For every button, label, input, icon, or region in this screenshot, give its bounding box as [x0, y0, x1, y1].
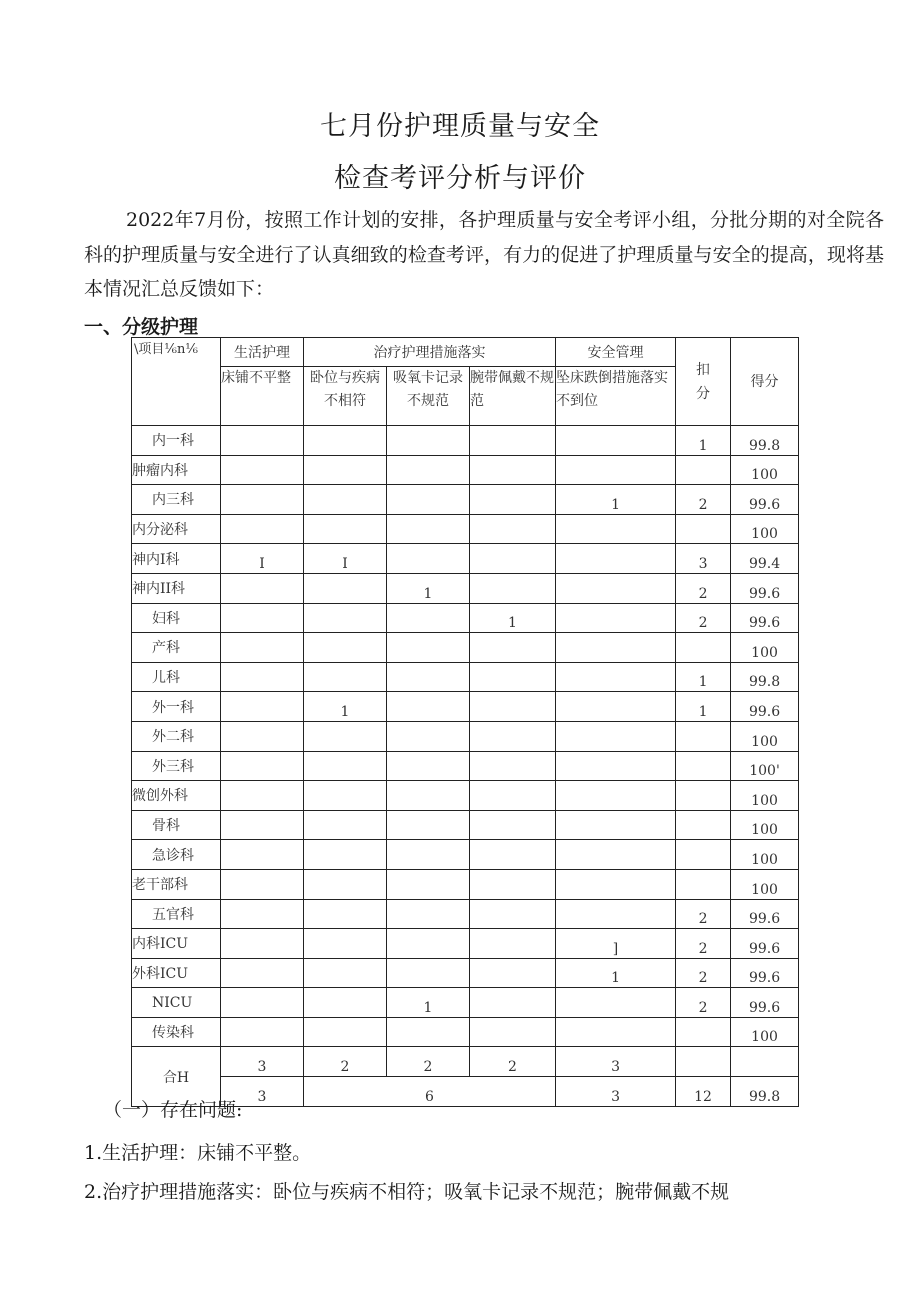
score-cell: 100' — [731, 751, 799, 781]
score-cell: 99.6 — [731, 958, 799, 988]
table-row — [132, 633, 799, 663]
deduct-cell: 2 — [676, 485, 731, 515]
wristband-cell — [470, 899, 556, 929]
sum-empty-cell — [676, 1047, 731, 1077]
document-title-line1: 七月份护理质量与安全 — [320, 111, 600, 142]
table-row — [132, 573, 799, 603]
dept-name-cell: 微创外科 — [132, 781, 221, 811]
bed-cell — [221, 662, 304, 692]
score-cell: 99.6 — [731, 603, 799, 633]
bed-cell — [221, 692, 304, 722]
fall-cell — [556, 781, 676, 811]
sum-deduct-total-cell: 12 — [676, 1077, 731, 1107]
wristband-cell — [470, 840, 556, 870]
dept-name-cell: 外科ICU — [132, 958, 221, 988]
position-cell — [304, 810, 387, 840]
score-cell: 100 — [731, 840, 799, 870]
position-cell: 1 — [304, 692, 387, 722]
deduct-cell — [676, 840, 731, 870]
oxygen-cell: 1 — [387, 988, 470, 1018]
score-cell: 100 — [731, 869, 799, 899]
header-deduct — [676, 338, 731, 426]
table-row — [132, 692, 799, 722]
bed-cell — [221, 721, 304, 751]
position-cell — [304, 485, 387, 515]
oxygen-cell — [387, 751, 470, 781]
score-cell: 99.6 — [731, 692, 799, 722]
position-cell — [304, 573, 387, 603]
table-row — [132, 899, 799, 929]
dept-name-cell: 妇科 — [132, 603, 221, 633]
sum-empty-cell — [731, 1047, 799, 1077]
oxygen-cell: 1 — [387, 573, 470, 603]
header-life-care: 生活护理 — [221, 338, 304, 367]
section-heading-grading-care: 一、分级护理 — [84, 316, 199, 338]
oxygen-cell — [387, 426, 470, 456]
header-treatment-care: 治疗护理措施落实 — [304, 338, 556, 367]
bed-cell — [221, 455, 304, 485]
bed-cell — [221, 929, 304, 959]
fall-cell — [556, 514, 676, 544]
deduct-cell — [676, 1017, 731, 1047]
oxygen-cell — [387, 958, 470, 988]
sum-score-total-cell: 99.8 — [731, 1077, 799, 1107]
sum-position-cell: 2 — [304, 1047, 387, 1077]
score-cell: 100 — [731, 633, 799, 663]
wristband-cell — [470, 544, 556, 574]
deduct-cell: 1 — [676, 662, 731, 692]
table-row — [132, 840, 799, 870]
deduct-cell: 2 — [676, 573, 731, 603]
wristband-cell — [470, 1017, 556, 1047]
deduct-cell — [676, 721, 731, 751]
bed-cell — [221, 603, 304, 633]
position-cell — [304, 1017, 387, 1047]
header-wristband: 腕带佩戴不规范 — [470, 367, 556, 426]
fall-cell — [556, 603, 676, 633]
position-cell — [304, 662, 387, 692]
table-row — [132, 958, 799, 988]
deduct-cell — [676, 514, 731, 544]
fall-cell — [556, 869, 676, 899]
oxygen-cell — [387, 692, 470, 722]
position-cell — [304, 426, 387, 456]
header-score: 得分 — [731, 338, 799, 426]
wristband-cell — [470, 573, 556, 603]
wristband-cell — [470, 721, 556, 751]
grading-care-table — [131, 337, 799, 1107]
dept-name-cell: 外二科 — [132, 721, 221, 751]
header-fall-prevention: 坠床跌倒措施落实不到位 — [556, 367, 676, 426]
score-cell: 100 — [731, 781, 799, 811]
score-cell: 100 — [731, 810, 799, 840]
bed-cell — [221, 899, 304, 929]
oxygen-cell — [387, 840, 470, 870]
fall-cell: ] — [556, 929, 676, 959]
dept-name-cell: 儿科 — [132, 662, 221, 692]
deduct-cell: 2 — [676, 603, 731, 633]
sum-treatment-total-cell: 6 — [304, 1077, 556, 1107]
deduct-cell: 2 — [676, 899, 731, 929]
dept-name-cell: 老干部科 — [132, 869, 221, 899]
wristband-cell — [470, 692, 556, 722]
issues-heading: （一）存在问题: — [103, 1099, 243, 1121]
oxygen-cell — [387, 721, 470, 751]
wristband-cell — [470, 426, 556, 456]
position-cell — [304, 721, 387, 751]
position-cell — [304, 840, 387, 870]
table-row — [132, 869, 799, 899]
position-cell — [304, 899, 387, 929]
bed-cell — [221, 869, 304, 899]
table-row — [132, 485, 799, 515]
oxygen-cell — [387, 603, 470, 633]
fall-cell — [556, 544, 676, 574]
wristband-cell — [470, 958, 556, 988]
sum-row-items — [132, 1047, 799, 1077]
deduct-cell — [676, 810, 731, 840]
bed-cell — [221, 751, 304, 781]
oxygen-cell — [387, 455, 470, 485]
fall-cell — [556, 988, 676, 1018]
wristband-cell — [470, 751, 556, 781]
dept-name-cell: 神内I科 — [132, 544, 221, 574]
fall-cell — [556, 692, 676, 722]
table-row — [132, 751, 799, 781]
fall-cell — [556, 662, 676, 692]
wristband-cell: 1 — [470, 603, 556, 633]
dept-name-cell: 骨科 — [132, 810, 221, 840]
dept-name-cell: 神内II科 — [132, 573, 221, 603]
sum-wristband-cell: 2 — [470, 1047, 556, 1077]
deduct-cell — [676, 869, 731, 899]
score-cell: 99.8 — [731, 426, 799, 456]
bed-cell: I — [221, 544, 304, 574]
table-row — [132, 810, 799, 840]
score-cell: 99.6 — [731, 485, 799, 515]
dept-name-cell: 内三科 — [132, 485, 221, 515]
bed-cell — [221, 633, 304, 663]
table-row — [132, 514, 799, 544]
fall-cell: 1 — [556, 485, 676, 515]
bed-cell — [221, 514, 304, 544]
intro-paragraph: 2022年7月份，按照工作计划的安排，各护理质量与安全考评小组，分批分期的对全院各科的护理质量与安全进行了认真细致的检查考评，有力的促进了护理质量与安全的提高，现将基本情况汇总反馈如下： — [84, 209, 884, 300]
wristband-cell — [470, 662, 556, 692]
wristband-cell — [470, 810, 556, 840]
wristband-cell — [470, 633, 556, 663]
deduct-cell — [676, 781, 731, 811]
deduct-cell: 1 — [676, 426, 731, 456]
position-cell — [304, 514, 387, 544]
oxygen-cell — [387, 810, 470, 840]
header-corner-cell: \项目⅙n⅙ — [132, 338, 221, 426]
oxygen-cell — [387, 662, 470, 692]
fall-cell: 1 — [556, 958, 676, 988]
sum-label-cell: 合H — [132, 1047, 221, 1106]
fall-cell — [556, 573, 676, 603]
position-cell — [304, 869, 387, 899]
sum-safety-total-cell: 3 — [556, 1077, 676, 1107]
deduct-cell: 2 — [676, 929, 731, 959]
position-cell — [304, 988, 387, 1018]
sum-fall-cell: 3 — [556, 1047, 676, 1077]
header-safety-management: 安全管理 — [556, 338, 676, 367]
fall-cell — [556, 721, 676, 751]
deduct-cell — [676, 751, 731, 781]
sum-oxygen-cell: 2 — [387, 1047, 470, 1077]
bed-cell — [221, 781, 304, 811]
bed-cell — [221, 840, 304, 870]
dept-name-cell: 急诊科 — [132, 840, 221, 870]
dept-name-cell: 内一科 — [132, 426, 221, 456]
fall-cell — [556, 810, 676, 840]
dept-name-cell: NICU — [132, 988, 221, 1018]
header-bed-untidy: 床铺不平整 — [221, 367, 304, 426]
table-row — [132, 455, 799, 485]
table-row — [132, 988, 799, 1018]
oxygen-cell — [387, 485, 470, 515]
table-row — [132, 544, 799, 574]
bed-cell — [221, 573, 304, 603]
oxygen-cell — [387, 869, 470, 899]
table-row — [132, 721, 799, 751]
table-row — [132, 1017, 799, 1047]
score-cell: 99.6 — [731, 899, 799, 929]
bed-cell — [221, 485, 304, 515]
bed-cell — [221, 426, 304, 456]
fall-cell — [556, 899, 676, 929]
dept-name-cell: 肿瘤内科 — [132, 455, 221, 485]
header-position-mismatch: 卧位与疾病不相符 — [304, 367, 387, 426]
dept-name-cell: 外三科 — [132, 751, 221, 781]
score-cell: 100 — [731, 1017, 799, 1047]
position-cell — [304, 455, 387, 485]
score-cell: 99.8 — [731, 662, 799, 692]
header-deduct-text: 扣分 — [696, 361, 711, 402]
fall-cell — [556, 1017, 676, 1047]
wristband-cell — [470, 988, 556, 1018]
deduct-cell: 2 — [676, 988, 731, 1018]
position-cell — [304, 958, 387, 988]
deduct-cell: 2 — [676, 958, 731, 988]
oxygen-cell — [387, 899, 470, 929]
wristband-cell — [470, 781, 556, 811]
table-row — [132, 662, 799, 692]
fall-cell — [556, 840, 676, 870]
wristband-cell — [470, 485, 556, 515]
table-row — [132, 603, 799, 633]
dept-name-cell: 内科ICU — [132, 929, 221, 959]
issue-item-1: 1.生活护理：床铺不平整。 — [84, 1142, 312, 1164]
wristband-cell — [470, 929, 556, 959]
fall-cell — [556, 633, 676, 663]
bed-cell — [221, 988, 304, 1018]
issue-item-2: 2.治疗护理措施落实：卧位与疾病不相符；吸氧卡记录不规范；腕带佩戴不规 — [84, 1181, 730, 1203]
score-cell: 99.6 — [731, 988, 799, 1018]
dept-name-cell: 外一科 — [132, 692, 221, 722]
oxygen-cell — [387, 633, 470, 663]
deduct-cell — [676, 633, 731, 663]
wristband-cell — [470, 869, 556, 899]
fall-cell — [556, 455, 676, 485]
dept-name-cell: 内分泌科 — [132, 514, 221, 544]
table-row — [132, 781, 799, 811]
oxygen-cell — [387, 781, 470, 811]
oxygen-cell — [387, 544, 470, 574]
score-cell: 99.6 — [731, 573, 799, 603]
table-row — [132, 929, 799, 959]
table-row — [132, 426, 799, 456]
fall-cell — [556, 426, 676, 456]
header-oxygen-record: 吸氧卡记录不规范 — [387, 367, 470, 426]
oxygen-cell — [387, 929, 470, 959]
deduct-cell — [676, 455, 731, 485]
dept-name-cell: 产科 — [132, 633, 221, 663]
position-cell — [304, 633, 387, 663]
score-cell: 100 — [731, 514, 799, 544]
sum-life-total-cell: 3 — [221, 1077, 304, 1107]
score-cell: 99.6 — [731, 929, 799, 959]
wristband-cell — [470, 514, 556, 544]
oxygen-cell — [387, 1017, 470, 1047]
position-cell: I — [304, 544, 387, 574]
deduct-cell: 1 — [676, 692, 731, 722]
dept-name-cell: 五官科 — [132, 899, 221, 929]
position-cell — [304, 929, 387, 959]
oxygen-cell — [387, 514, 470, 544]
position-cell — [304, 781, 387, 811]
position-cell — [304, 603, 387, 633]
bed-cell — [221, 1017, 304, 1047]
bed-cell — [221, 958, 304, 988]
score-cell: 100 — [731, 455, 799, 485]
position-cell — [304, 751, 387, 781]
fall-cell — [556, 751, 676, 781]
document-title-line2: 检查考评分析与评价 — [334, 163, 586, 194]
score-cell: 99.4 — [731, 544, 799, 574]
deduct-cell: 3 — [676, 544, 731, 574]
wristband-cell — [470, 455, 556, 485]
header-row-groups — [132, 338, 799, 367]
sum-bed-cell: 3 — [221, 1047, 304, 1077]
score-cell: 100 — [731, 721, 799, 751]
bed-cell — [221, 810, 304, 840]
dept-name-cell: 传染科 — [132, 1017, 221, 1047]
